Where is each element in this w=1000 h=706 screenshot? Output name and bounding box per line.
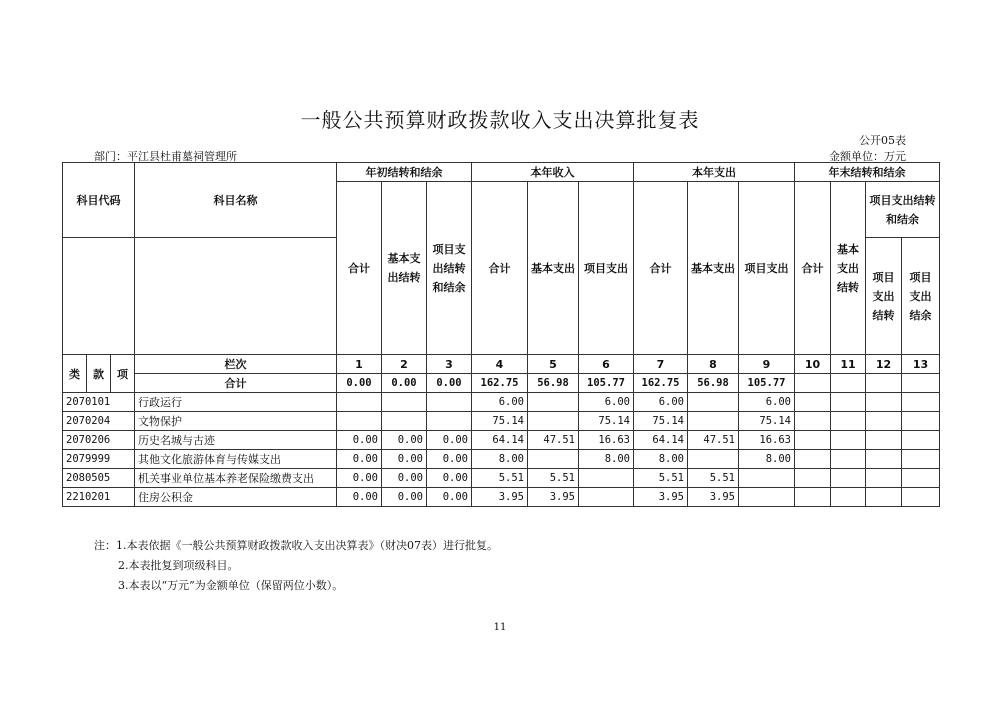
row-code: 2070204 (63, 412, 135, 431)
total-row (63, 374, 940, 393)
header-code: 科目代码 (63, 163, 135, 238)
row-value: 0.00 (427, 431, 472, 450)
row-value: 6.00 (579, 393, 634, 412)
row-value (579, 488, 634, 507)
row-value (902, 469, 940, 488)
header-lei: 类 (63, 355, 87, 393)
row-value (902, 412, 940, 431)
header-group-expense: 本年支出 (634, 163, 795, 182)
row-value: 5.51 (528, 469, 579, 488)
row-value: 5.51 (688, 469, 739, 488)
row-name: 历史名城与古迹 (135, 431, 337, 450)
row-value (579, 469, 634, 488)
header-xiang: 项 (111, 355, 135, 393)
row-value (337, 393, 382, 412)
header-code-cont (63, 238, 135, 355)
notes (94, 536, 498, 596)
row-value: 0.00 (337, 431, 382, 450)
col-number: 7 (634, 355, 688, 374)
col-number: 13 (902, 355, 940, 374)
row-value (739, 469, 795, 488)
amount-unit-label: 金额单位：万元 (829, 150, 906, 163)
total-cell (831, 374, 866, 393)
row-code: 2070101 (63, 393, 135, 412)
row-value: 5.51 (634, 469, 688, 488)
total-cell: 105.77 (739, 374, 795, 393)
col-number: 12 (866, 355, 902, 374)
row-value (866, 469, 902, 488)
col-number: 1 (337, 355, 382, 374)
page-title: 一般公共预算财政拨款收入支出决算批复表 (300, 108, 700, 132)
row-value: 47.51 (528, 431, 579, 450)
col-number: 8 (688, 355, 739, 374)
row-value (795, 412, 831, 431)
row-value: 75.14 (634, 412, 688, 431)
col-number: 11 (831, 355, 866, 374)
row-value: 75.14 (739, 412, 795, 431)
note-line: 3.本表以“万元”为金额单位（保留两位小数）。 (118, 579, 344, 592)
row-code: 2079999 (63, 450, 135, 469)
row-value: 0.00 (427, 450, 472, 469)
table-row (63, 488, 940, 507)
total-cell: 0.00 (382, 374, 427, 393)
table-row (63, 431, 940, 450)
header-name: 科目名称 (135, 163, 337, 238)
row-value: 6.00 (634, 393, 688, 412)
total-cell (795, 374, 831, 393)
header-end-total: 合计 (795, 182, 831, 355)
row-value: 3.95 (688, 488, 739, 507)
row-value: 16.63 (739, 431, 795, 450)
row-value (528, 412, 579, 431)
col-number: 4 (472, 355, 528, 374)
header-end-project-group: 项目支出结转和结余 (866, 182, 940, 238)
row-value (902, 488, 940, 507)
row-value (902, 450, 940, 469)
header-end-project-carry: 项目支出结转 (866, 238, 902, 355)
row-value: 0.00 (382, 488, 427, 507)
row-value (866, 450, 902, 469)
header-begin-basic-carry: 基本支出结转 (382, 182, 427, 355)
row-value: 47.51 (688, 431, 739, 450)
table-row (63, 412, 940, 431)
row-value: 8.00 (634, 450, 688, 469)
row-value: 5.51 (472, 469, 528, 488)
row-value (688, 450, 739, 469)
row-value (337, 412, 382, 431)
row-value: 8.00 (472, 450, 528, 469)
row-value (831, 450, 866, 469)
header-expense-basic: 基本支出 (688, 182, 739, 355)
row-value (866, 412, 902, 431)
row-value (866, 393, 902, 412)
total-cell: 0.00 (337, 374, 382, 393)
header-income-total: 合计 (472, 182, 528, 355)
col-number: 9 (739, 355, 795, 374)
page-number: 11 (493, 622, 507, 633)
row-value (739, 488, 795, 507)
col-number: 5 (528, 355, 579, 374)
row-value (831, 469, 866, 488)
col-number: 6 (579, 355, 634, 374)
row-value: 64.14 (472, 431, 528, 450)
total-cell: 105.77 (579, 374, 634, 393)
note-line: 2.本表批复到项级科目。 (118, 559, 239, 572)
row-value (427, 412, 472, 431)
row-value (831, 488, 866, 507)
row-value (795, 469, 831, 488)
row-code: 2080505 (63, 469, 135, 488)
row-value (795, 431, 831, 450)
row-value (866, 488, 902, 507)
note-line: 注：1.本表依据《一般公共预算财政拨款收入支出决算表》（财决07表）进行批复。 (94, 539, 498, 552)
row-value (427, 393, 472, 412)
header-income-basic: 基本支出 (528, 182, 579, 355)
row-value (382, 412, 427, 431)
total-label: 合计 (135, 374, 337, 393)
row-code: 2210201 (63, 488, 135, 507)
table-row (63, 450, 940, 469)
row-value (831, 412, 866, 431)
row-name: 行政运行 (135, 393, 337, 412)
row-value: 8.00 (579, 450, 634, 469)
header-income-project: 项目支出 (579, 182, 634, 355)
row-value (795, 393, 831, 412)
row-value (902, 393, 940, 412)
row-value: 8.00 (739, 450, 795, 469)
row-value: 3.95 (634, 488, 688, 507)
row-name: 文物保护 (135, 412, 337, 431)
row-value: 0.00 (382, 431, 427, 450)
table-row (63, 469, 940, 488)
header-end-basic-carry: 基本支出结转 (831, 182, 866, 355)
row-value: 16.63 (579, 431, 634, 450)
row-value: 0.00 (382, 450, 427, 469)
row-value: 0.00 (337, 488, 382, 507)
row-value: 6.00 (739, 393, 795, 412)
row-value (795, 450, 831, 469)
department-label: 部门：平江县杜甫墓祠管理所 (94, 150, 237, 163)
total-cell: 56.98 (528, 374, 579, 393)
row-value: 75.14 (472, 412, 528, 431)
header-begin-project: 项目支出结转和结余 (427, 182, 472, 355)
row-value: 3.95 (472, 488, 528, 507)
header-group-end: 年末结转和结余 (795, 163, 940, 182)
row-value (902, 431, 940, 450)
row-value: 0.00 (337, 469, 382, 488)
row-value (528, 393, 579, 412)
row-value: 3.95 (528, 488, 579, 507)
header-kuan: 款 (87, 355, 111, 393)
row-name: 住房公积金 (135, 488, 337, 507)
row-code: 2070206 (63, 431, 135, 450)
row-value: 0.00 (382, 469, 427, 488)
header-end-project-balance: 项目支出结余 (902, 238, 940, 355)
header-name-cont (135, 238, 337, 355)
row-value (382, 393, 427, 412)
row-value (688, 393, 739, 412)
row-name: 机关事业单位基本养老保险缴费支出 (135, 469, 337, 488)
col-number: 2 (382, 355, 427, 374)
table-row (63, 393, 940, 412)
total-cell: 162.75 (472, 374, 528, 393)
row-value: 75.14 (579, 412, 634, 431)
header-lanci: 栏次 (135, 355, 337, 374)
total-cell: 0.00 (427, 374, 472, 393)
col-number: 3 (427, 355, 472, 374)
total-cell: 56.98 (688, 374, 739, 393)
row-value: 6.00 (472, 393, 528, 412)
row-name: 其他文化旅游体育与传媒支出 (135, 450, 337, 469)
row-value (866, 431, 902, 450)
row-value (831, 393, 866, 412)
row-value (831, 431, 866, 450)
row-value (688, 412, 739, 431)
row-value: 0.00 (427, 488, 472, 507)
header-expense-total: 合计 (634, 182, 688, 355)
row-value: 64.14 (634, 431, 688, 450)
header-expense-project: 项目支出 (739, 182, 795, 355)
header-begin-total: 合计 (337, 182, 382, 355)
row-value: 0.00 (427, 469, 472, 488)
budget-table (62, 162, 940, 507)
header-group-income: 本年收入 (472, 163, 634, 182)
row-value (795, 488, 831, 507)
total-cell (902, 374, 940, 393)
total-cell (866, 374, 902, 393)
total-cell: 162.75 (634, 374, 688, 393)
header-group-begin: 年初结转和结余 (337, 163, 472, 182)
row-value: 0.00 (337, 450, 382, 469)
col-number: 10 (795, 355, 831, 374)
row-value (528, 450, 579, 469)
form-number: 公开05表 (859, 134, 906, 147)
